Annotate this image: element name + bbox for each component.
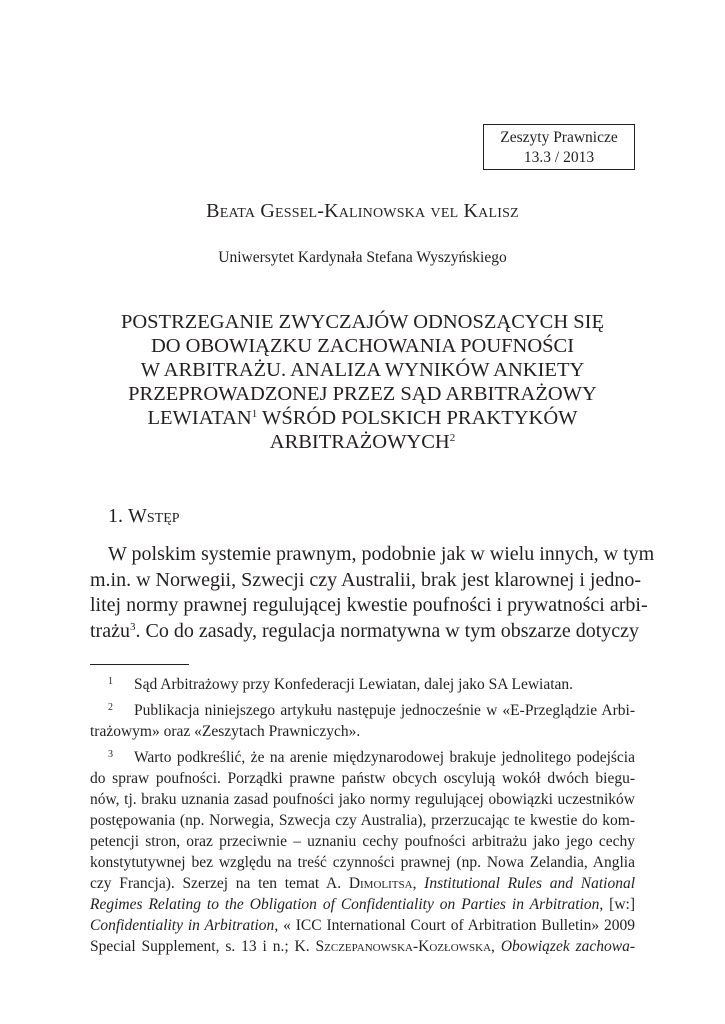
footnote-ref: 2 xyxy=(449,432,456,444)
footnote-text: , « ICC International Court of Arbitration Bulletin» 2009 xyxy=(274,917,635,934)
footnote-ref: 3 xyxy=(129,620,136,633)
footnote-text: czy Francja). Szerzej na ten temat A. xyxy=(90,875,349,892)
section-title: Wstęp xyxy=(128,505,180,527)
title-line xyxy=(90,406,635,430)
cited-title: Regimes Relating to the Obligation of Confidentiality on Parties in Arbitration xyxy=(90,896,600,913)
author-affiliation: Uniwersytet Kardynała Stefana Wyszyńskiego xyxy=(218,249,507,266)
footnote-ref: 1 xyxy=(251,408,258,420)
journal-name: Zeszyty Prawnicze xyxy=(500,129,618,146)
section-heading xyxy=(108,505,180,528)
cited-author: Dimolitsa xyxy=(348,875,413,892)
footnote-line: postępowania (np. Norwegia, Szwecja czy Australia), przerzucając te kwestie do kom- xyxy=(90,812,635,829)
footnote-text: , [w:] xyxy=(599,896,636,913)
footnote-line: nów, tj. braku uznania zasad poufności jako normy regulującej obowiązki uczestników xyxy=(90,791,635,808)
title-fragment: WŚRÓD POLSKICH PRAKTYKÓW xyxy=(257,407,578,429)
footnote-line xyxy=(90,915,635,936)
footnote-text: Special Supplement, s. 13 i n.; K. xyxy=(90,938,316,955)
author-name: Beata Gessel-Kalinowska vel Kalisz xyxy=(206,200,519,222)
title-fragment: ARBITRAŻOWYCH xyxy=(269,431,450,453)
footnote-divider xyxy=(90,664,189,665)
footnote-line: 1 Sąd Arbitrażowy przy Konfederacji Lewiatan, dalej jako SA Lewiatan. xyxy=(108,676,574,693)
footnote-2 xyxy=(90,700,635,742)
cited-title: Institutional Rules and National xyxy=(424,875,636,892)
body-paragraph xyxy=(90,542,655,644)
footnote-line: konstytutywnej bez względu na treść czynności prawnej (np. Nowa Zelandia, Anglia xyxy=(90,854,635,871)
footnote-line: trażowym» oraz «Zeszytach Prawniczych». xyxy=(90,723,361,740)
journal-issue: 13.3 / 2013 xyxy=(523,149,595,166)
article-title xyxy=(90,310,635,454)
footnote-line xyxy=(90,894,635,915)
footnote-text: , xyxy=(412,875,425,892)
footnote-line: 3 Warto podkreślić, że na arenie międzynarodowej brakuje jednolitego podejścia xyxy=(108,749,635,766)
body-line: litej normy prawnej regulującej kwestie poufności i prywatności arbi- xyxy=(90,594,648,616)
footnote-line: do spraw poufności. Porządki prawne państw obcych oscylują wokół dwóch biegu- xyxy=(90,770,635,787)
body-fragment: . Co do zasady, regulacja normatywna w tym obszarze dotyczy xyxy=(135,619,640,642)
footnote-text: Publikacja niniejszego artykułu następuje jednocześnie w «E-Przeglądzie Arbi- xyxy=(134,702,635,719)
footnote-1 xyxy=(90,674,635,695)
section-number: 1. xyxy=(108,505,123,527)
footnote-line: petencji stron, oraz przeciwnie – uznaniu cechy poufności arbitrażu jako jego cechy xyxy=(90,833,635,850)
body-fragment: trażu xyxy=(90,619,130,642)
cited-author: Szczepanowska-Kozłowska xyxy=(315,938,492,955)
footnote-line xyxy=(90,873,635,894)
title-line: PRZEPROWADZONEJ PRZEZ SĄD ARBITRAŻOWY xyxy=(128,383,597,405)
title-line: DO OBOWIĄZKU ZACHOWANIA POUFNOŚCI xyxy=(150,335,575,357)
footnote-line xyxy=(90,936,635,957)
body-line: m.in. w Norwegii, Szwecji czy Australii, brak jest klarownej i jedno- xyxy=(90,568,641,591)
title-line xyxy=(90,430,635,454)
title-line: W ARBITRAŻU. ANALIZA WYNIKÓW ANKIETY xyxy=(140,359,585,381)
title-fragment: LEWIATAN xyxy=(147,407,252,429)
footnote-3 xyxy=(90,747,635,957)
footnotes xyxy=(90,674,635,962)
footnote-text: Sąd Arbitrażowy przy Konfederacji Lewiatan, dalej jako SA Lewiatan. xyxy=(134,676,574,693)
footnote-text: Warto podkreślić, że na arenie międzynarodowej brakuje jednolitego podejścia xyxy=(134,749,635,766)
journal-box xyxy=(483,124,635,170)
cited-title: Obowiązek zachowa- xyxy=(500,938,636,955)
cited-title: Confidentiality in Arbitration xyxy=(90,917,275,934)
title-line: POSTRZEGANIE ZWYCZAJÓW ODNOSZĄCYCH SIĘ xyxy=(120,311,605,333)
body-line: W polskim systemie prawnym, podobnie jak w wielu innych, w tym xyxy=(108,543,655,565)
footnote-line: 2 Publikacja niniejszego artykułu następuje jednocześnie w «E-Przeglądzie Arbi- xyxy=(108,702,635,719)
body-line xyxy=(90,619,640,645)
footnote-text: , xyxy=(491,938,501,955)
